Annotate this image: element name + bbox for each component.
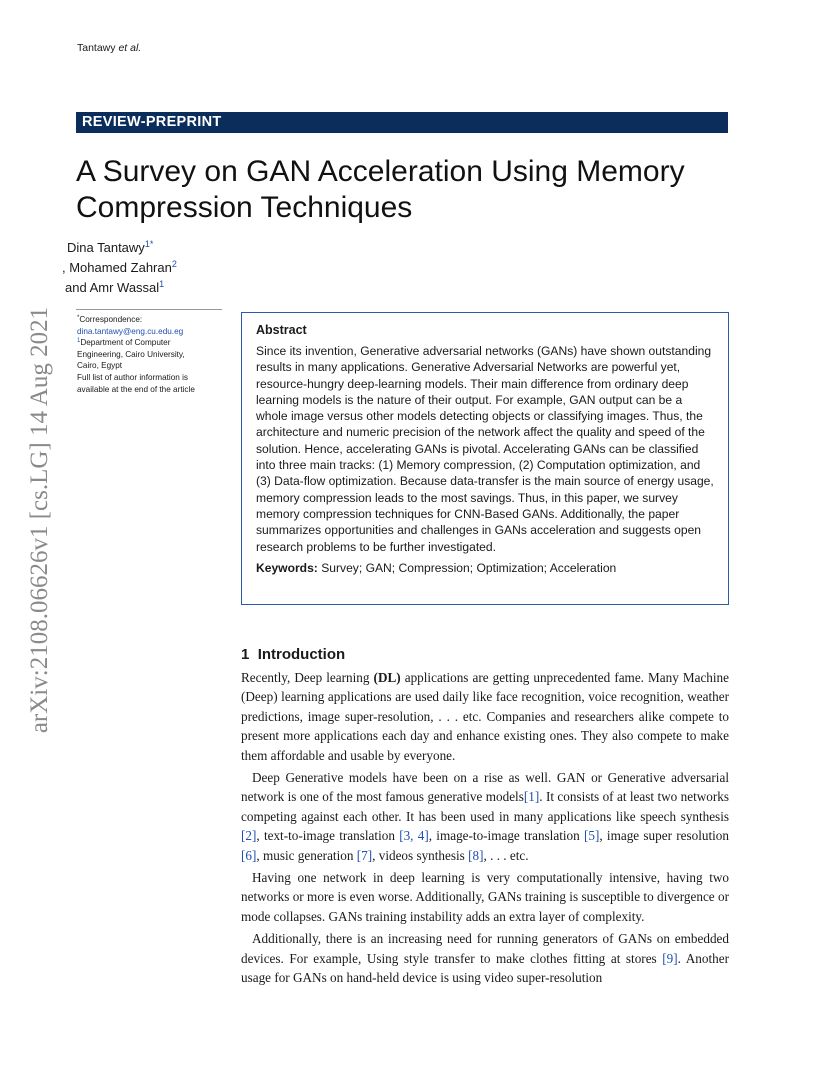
- text-run: , text-to-image translation: [256, 828, 400, 844]
- author-info-note: available at the end of the article: [77, 384, 195, 394]
- author-info-sidebar: [77, 314, 227, 395]
- author-affiliation-mark[interactable]: 1: [159, 279, 165, 289]
- citation-link[interactable]: [9]: [662, 950, 678, 966]
- review-preprint-banner: REVIEW-PREPRINT: [76, 112, 728, 133]
- text-run: , music generation: [256, 847, 357, 863]
- text-run: , image-to-image translation: [428, 828, 584, 844]
- text-run: Additionally, there is an increasing need for running generators of GANs on embedded devices. For example, Using style transfer to make clothes fitting at stores: [241, 931, 729, 966]
- author-affiliation-mark[interactable]: 2: [171, 259, 177, 269]
- section-heading: [241, 646, 345, 663]
- affiliation-text: Engineering, Cairo University,: [77, 349, 185, 359]
- author-name: Dina Tantawy: [67, 240, 145, 255]
- paragraph: [241, 668, 729, 765]
- text-run: , . . . etc.: [483, 847, 529, 863]
- citation-link[interactable]: [2]: [241, 828, 257, 844]
- abstract-text: Since its invention, Generative adversarial networks (GANs) have shown outstanding results in many applications. Generative Adversarial Networks are powerful yet, resource-hungry deep-learning models. Their main difference from ordinary deep learning models is the nature of their output. For example, GAN output can be a whole image versus other models detecting objects or classifying images. Thus, the architecture and numeric precision of the network affect the quality and speed of the solution. Hence, accelerating GANs is pivotal. Accelerating GANs can be classified into three main tracks: (1) Memory compression, (2) Computation optimization, and (3) Data-flow optimization. Because data-transfer is the main source of energy usage, memory compression leads to the most savings. Thus, in this paper, we survey memory compression techniques for CNN-Based GANs. Additionally, the paper summarizes opportunities and challenges in GANs acceleration and suggests open research problems to be further investigated.: [256, 344, 714, 554]
- correspondence-email-link[interactable]: dina.tantawy@eng.cu.edu.eg: [77, 326, 184, 336]
- affiliation-text: Department of Computer: [80, 338, 171, 348]
- affiliation-mark: 1: [77, 338, 81, 345]
- author-1: [62, 238, 177, 258]
- bold-term: (DL): [373, 670, 401, 685]
- text-run: applications are getting unprecedented fame. Many Machine (Deep) learning applications are used daily like face recognition, voice recognition, weather predictions, image super-resolution, . . . etc. Companies and researchers alike compete to present more applications each day and enhance existing ones. They also compete to make them affordable and usable by everyone.: [241, 670, 730, 763]
- author-3: [62, 278, 177, 298]
- keywords-line: [256, 561, 714, 575]
- author-list: [62, 238, 177, 298]
- author-2: [62, 258, 177, 278]
- citation-link[interactable]: [3, 4]: [399, 828, 429, 844]
- abstract-box: [241, 312, 729, 605]
- text-run: . It consists of at least two networks competing against each other. It has been used in many applications like speech synthesis: [241, 789, 729, 824]
- running-head-etal: et al.: [118, 42, 142, 54]
- correspondence-mark: *: [77, 315, 80, 321]
- citation-link[interactable]: [1]: [523, 789, 540, 805]
- text-run: Deep Generative models have been on a rise as well. GAN or Generative adversarial network is one of the most famous generative models: [241, 770, 729, 805]
- sidebar-divider: [76, 309, 222, 310]
- correspondence-line: [77, 314, 227, 326]
- paragraph: Having one network in deep learning is very computationally intensive, having two networks or more is even worse. Additionally, GANs training is susceptible to divergence or mode collapses. GANs training instability adds an extra layer of complexity.: [241, 870, 729, 924]
- arxiv-identifier: arXiv:2108.06626v1 [cs.LG] 14 Aug 2021: [26, 306, 53, 734]
- citation-link[interactable]: [8]: [468, 847, 484, 863]
- citation-link[interactable]: [5]: [583, 828, 600, 844]
- author-name: , Mohamed Zahran: [62, 260, 172, 275]
- paragraph: [241, 768, 729, 865]
- author-info-note: Full list of author information is: [77, 372, 189, 382]
- running-head-author: Tantawy: [77, 42, 116, 54]
- introduction-body: [241, 668, 729, 988]
- abstract-heading: Abstract: [256, 323, 307, 337]
- citation-link[interactable]: [7]: [356, 847, 373, 863]
- text-run: , videos synthesis: [372, 847, 469, 863]
- affiliation-line: [77, 337, 227, 349]
- affiliation-text: Cairo, Egypt: [77, 361, 123, 371]
- author-name: and Amr Wassal: [65, 280, 160, 295]
- section-title: Introduction: [257, 646, 346, 663]
- running-head: [77, 42, 141, 54]
- title-line-2: Compression Techniques: [76, 191, 413, 224]
- title-line-1: A Survey on GAN Acceleration Using Memory: [76, 155, 685, 188]
- citation-link[interactable]: [6]: [241, 847, 257, 863]
- correspondence-label: Correspondence:: [79, 315, 143, 324]
- section-number: 1: [241, 646, 250, 663]
- text-run: . Another usage for GANs on hand-held device is using video super-resolution: [241, 950, 729, 986]
- keywords-label: Keywords:: [256, 560, 318, 575]
- keywords-list: Survey; GAN; Compression; Optimization; Acceleration: [321, 560, 617, 575]
- text-run: Recently, Deep learning: [241, 670, 374, 685]
- text-run: , image super resolution: [599, 828, 729, 844]
- paper-title: [76, 154, 728, 226]
- author-affiliation-mark[interactable]: 1*: [144, 239, 154, 249]
- paragraph: [241, 929, 729, 987]
